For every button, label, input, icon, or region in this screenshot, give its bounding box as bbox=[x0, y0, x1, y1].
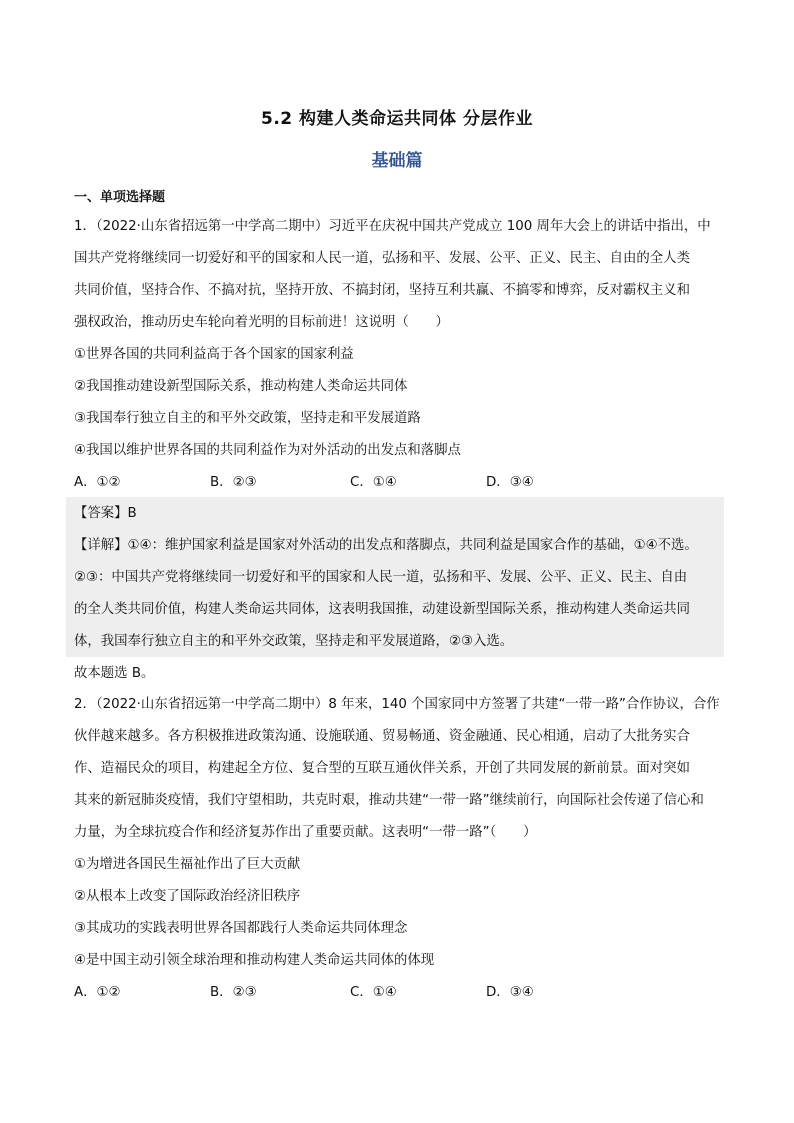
q2-option-a[interactable]: A．①② bbox=[74, 985, 121, 1000]
q2-statement: ③其成功的实践表明世界各国都践行人类命运共同体理念 bbox=[74, 921, 408, 936]
q2-stem-line: 2．（2022·山东省招远第一中学高二期中）8 年来，140 个国家同中方签署了共建“一带一路”合作协议，合作 bbox=[74, 697, 720, 712]
q1-statement: ②我国推动建设新型国际关系，推动构建人类命运共同体 bbox=[74, 379, 408, 394]
q2-statement: ①为增进各国民生福祉作出了巨大贡献 bbox=[74, 857, 301, 872]
q1-stem-line: 1．（2022·山东省招远第一中学高二期中）习近平在庆祝中国共产党成立 100 周年大会上的讲话中指出，中 bbox=[74, 219, 711, 234]
q1-statement: ③我国奉行独立自主的和平外交政策，坚持走和平发展道路 bbox=[74, 411, 421, 426]
q2-stem-line: 作、造福民众的项目，构建起全方位、复合型的互联互通伙伴关系，开创了共同发展的新前景。面对突如 bbox=[74, 761, 690, 776]
q1-detail-line: 【详解】①④：维护国家利益是国家对外活动的出发点和落脚点，共同利益是国家合作的基础，①④不选。 bbox=[74, 538, 698, 553]
q1-conclusion: 故本题选 B。 bbox=[74, 666, 155, 681]
q1-detail-line: 体，我国奉行独立自主的和平外交政策，坚持走和平发展道路，②③入选。 bbox=[74, 634, 514, 649]
q2-stem-line: 其来的新冠肺炎疫情，我们守望相助，共克时艰，推动共建“一带一路”继续前行，向国际社会传递了信心和 bbox=[74, 793, 704, 808]
q1-option-d[interactable]: D．③④ bbox=[486, 475, 534, 490]
q1-stem-line: 国共产党将继续同一切爱好和平的国家和人民一道，弘扬和平、发展、公平、正义、民主、自由的全人类 bbox=[74, 251, 690, 266]
q2-statement: ④是中国主动引领全球治理和推动构建人类命运共同体的体现 bbox=[74, 953, 435, 968]
section-heading: 一、单项选择题 bbox=[74, 190, 166, 205]
q1-statement: ④我国以维护世界各国的共同利益作为对外活动的出发点和落脚点 bbox=[74, 443, 461, 458]
q2-option-c[interactable]: C．①④ bbox=[350, 985, 397, 1000]
q1-stem-line: 强权政治，推动历史车轮向着光明的目标前进！这说明（ ） bbox=[74, 315, 449, 330]
q2-stem-line: 力量，为全球抗疫合作和经济复苏作出了重要贡献。这表明“一带一路”（ ） bbox=[74, 825, 537, 840]
q1-stem-line: 共同价值，坚持合作、不搞对抗，坚持开放、不搞封闭，坚持互利共赢、不搞零和博弈，反对霸权主义和 bbox=[74, 283, 690, 298]
q2-option-b[interactable]: B．②③ bbox=[210, 985, 257, 1000]
q2-stem-line: 伙伴越来越多。各方积极推进政策沟通、设施联通、贸易畅通、资金融通、民心相通，启动了大批务实合 bbox=[74, 729, 690, 744]
q1-detail-line: 的全人类共同价值，构建人类命运共同体，这表明我国推，动建设新型国际关系，推动构建人类命运共同 bbox=[74, 602, 690, 617]
q1-statement: ①世界各国的共同利益高于各个国家的国家利益 bbox=[74, 347, 354, 362]
q2-statement: ②从根本上改变了国际政治经济旧秩序 bbox=[74, 889, 301, 904]
q1-detail-line: ②③：中国共产党将继续同一切爱好和平的国家和人民一道，弘扬和平、发展、公平、正义、民主、自由 bbox=[74, 570, 688, 585]
q1-option-b[interactable]: B．②③ bbox=[210, 475, 257, 490]
page-subtitle: 基础篇 bbox=[371, 151, 423, 171]
q1-option-a[interactable]: A．①② bbox=[74, 475, 121, 490]
q2-option-d[interactable]: D．③④ bbox=[486, 985, 534, 1000]
q1-option-c[interactable]: C．①④ bbox=[350, 475, 397, 490]
page-title: 5.2 构建人类命运共同体 分层作业 bbox=[261, 109, 533, 129]
q1-answer: 【答案】B bbox=[74, 506, 137, 521]
